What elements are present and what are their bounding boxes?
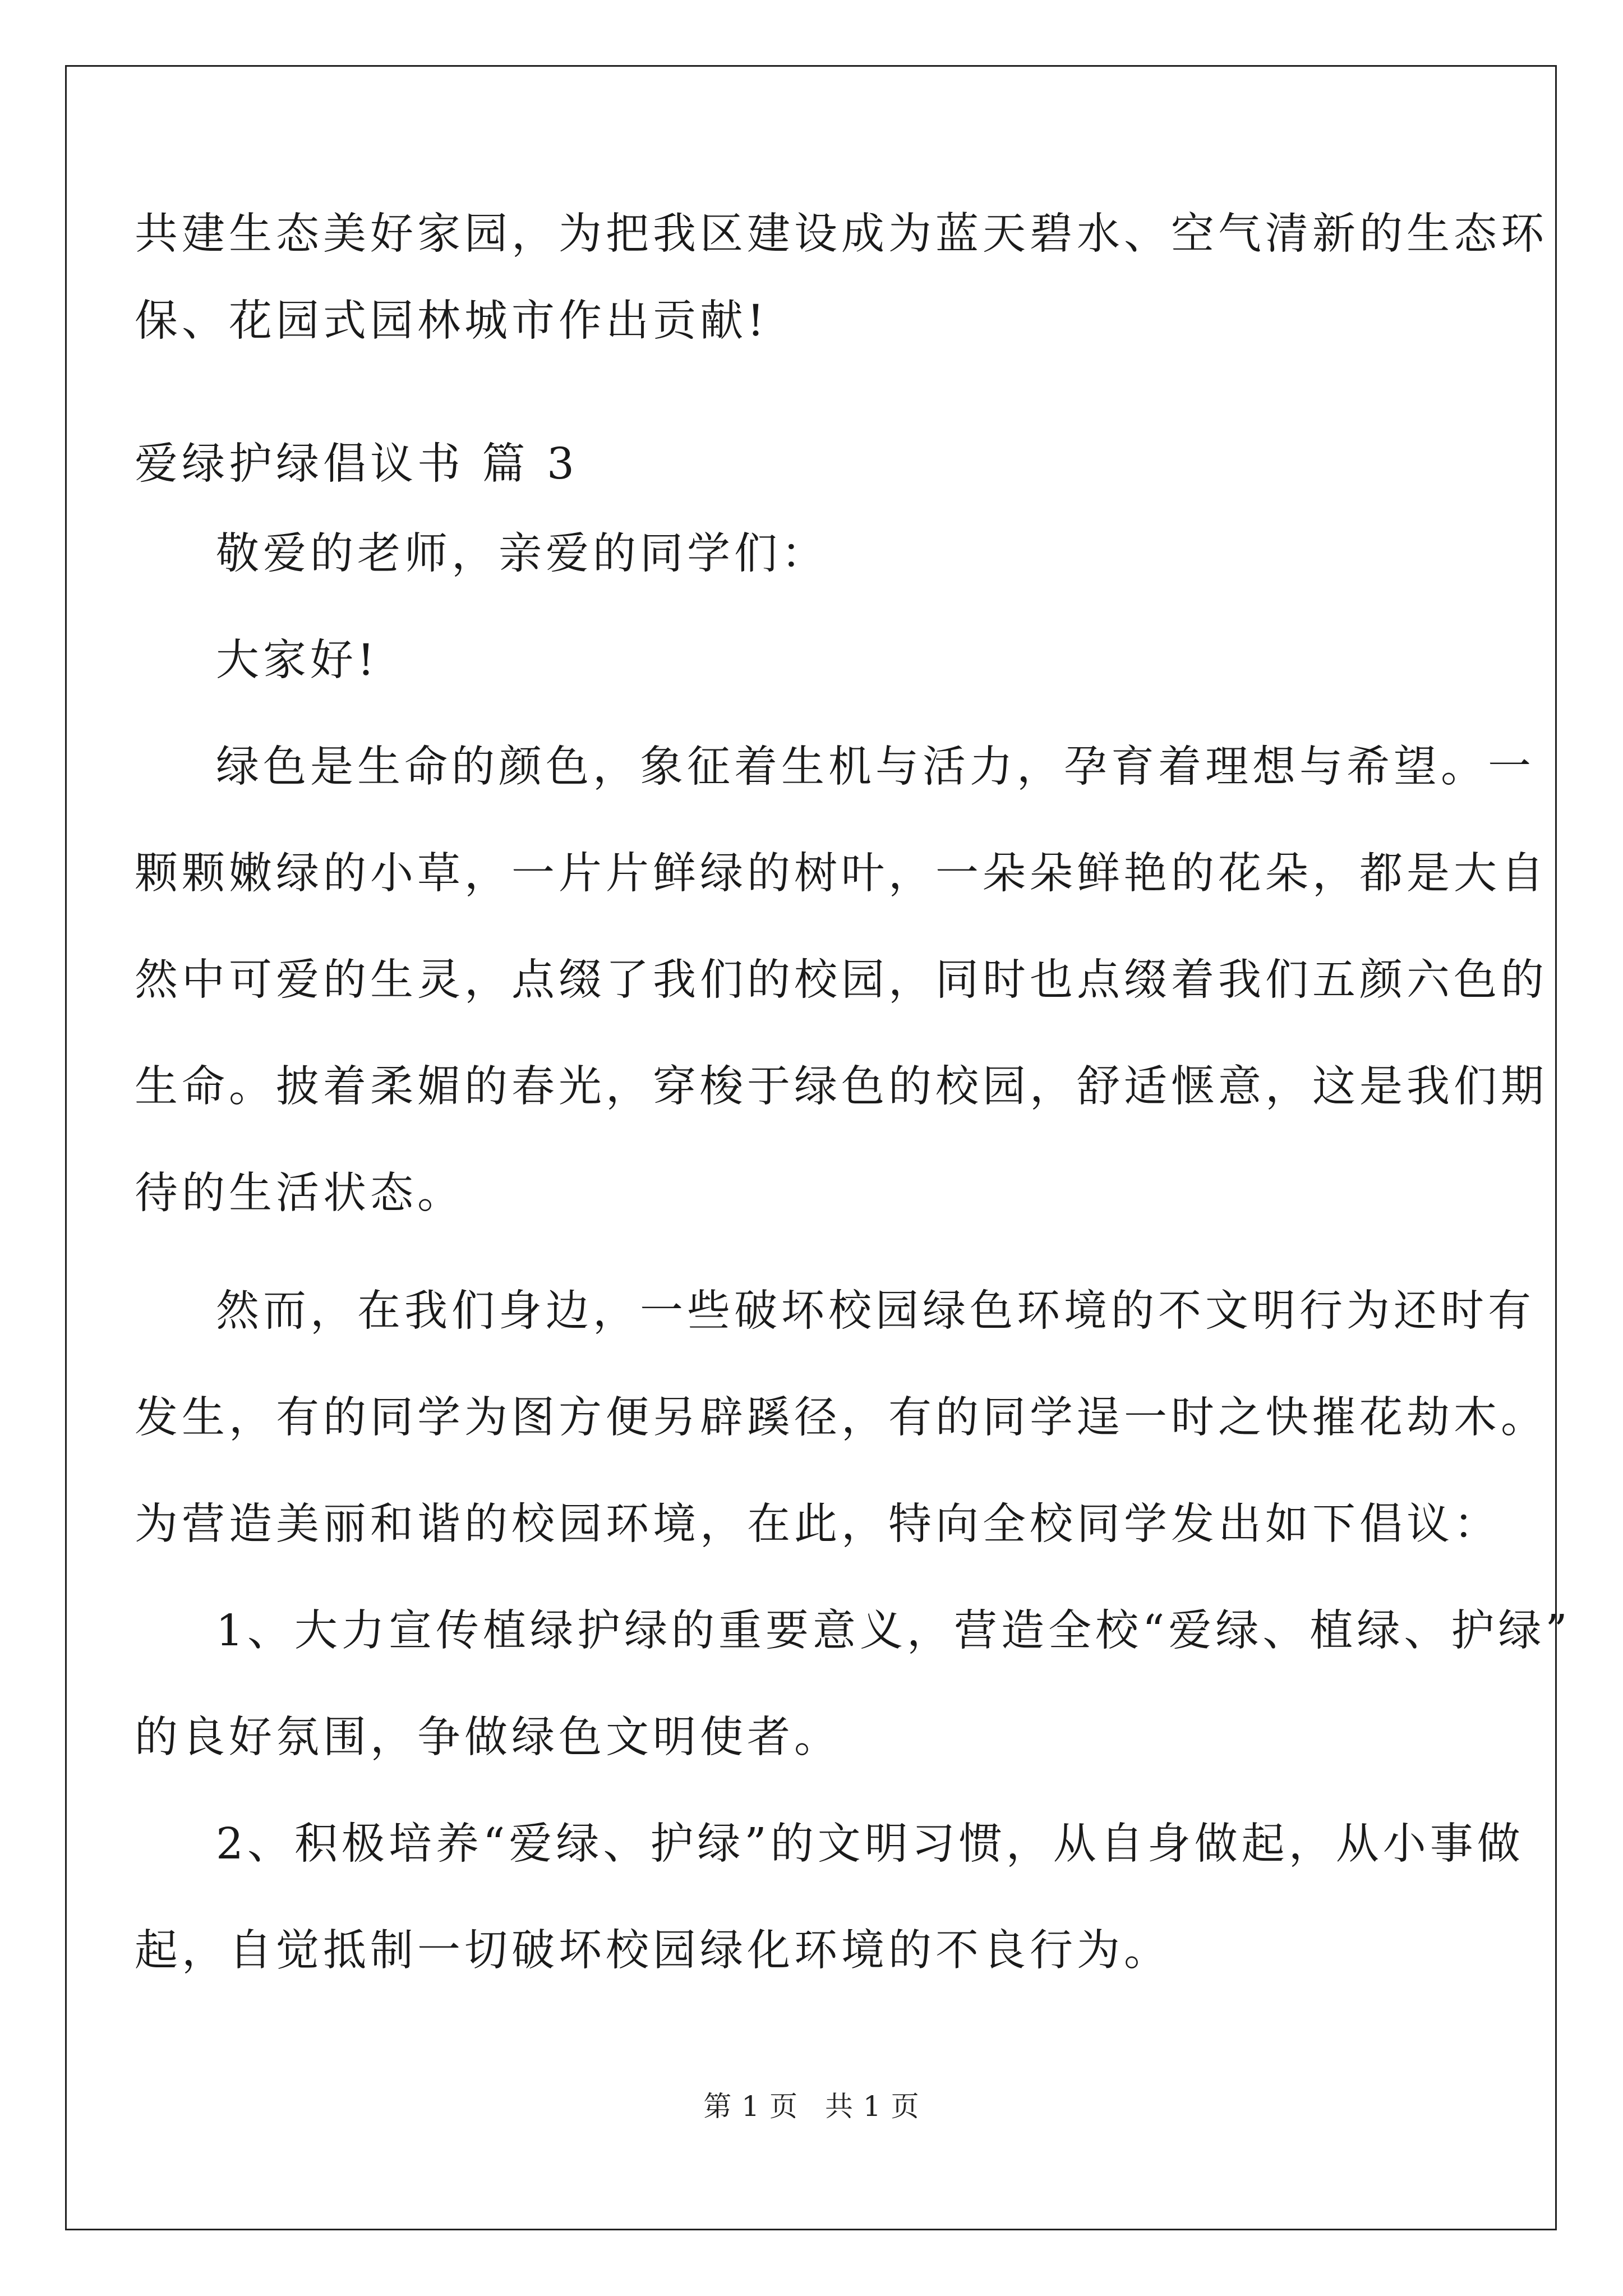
section-heading: 爱绿护绿倡议书 篇 3 — [135, 439, 578, 489]
body-line: 绿色是生命的颜色，象征着生机与活力，孕育着理想与希望。一 — [216, 742, 1535, 792]
body-line: 生命。披着柔媚的春光，穿梭于绿色的校园，舒适惬意，这是我们期 — [135, 1062, 1548, 1112]
body-line: 然而，在我们身边，一些破坏校园绿色环境的不文明行为还时有 — [216, 1286, 1535, 1336]
body-line: 保、花园式园林城市作出贡献! — [135, 296, 768, 346]
body-line: 然中可爱的生灵，点缀了我们的校园，同时也点缀着我们五颜六色的 — [135, 955, 1548, 1005]
page-border — [65, 65, 1557, 2230]
proposal-item: 2、积极培养“爱绿、护绿”的文明习惯，从自身做起，从小事做 — [216, 1819, 1524, 1869]
body-line: 共建生态美好家园，为把我区建设成为蓝天碧水、空气清新的生态环 — [135, 209, 1548, 259]
proposal-item: 1、大力宣传植绿护绿的重要意义，营造全校“爱绿、植绿、护绿” — [216, 1606, 1571, 1656]
body-line: 起，自觉抵制一切破坏校园绿化环境的不良行为。 — [135, 1926, 1171, 1976]
body-line: 发生，有的同学为图方便另辟蹊径，有的同学逞一时之快摧花劫木。 — [135, 1393, 1548, 1443]
body-line: 的良好氛围，争做绿色文明使者。 — [135, 1713, 841, 1763]
body-line: 待的生活状态。 — [135, 1168, 464, 1218]
salutation: 敬爱的老师，亲爱的同学们： — [216, 529, 828, 579]
body-line: 颗颗嫩绿的小草，一片片鲜绿的树叶，一朵朵鲜艳的花朵，都是大自 — [135, 849, 1548, 899]
body-line: 为营造美丽和谐的校园环境，在此，特向全校同学发出如下倡议： — [135, 1499, 1501, 1549]
page-footer — [0, 2090, 1623, 2123]
page-total: 共 1 页 — [825, 2090, 920, 2123]
page-number: 第 1 页 — [703, 2090, 798, 2123]
greeting: 大家好! — [216, 636, 379, 685]
